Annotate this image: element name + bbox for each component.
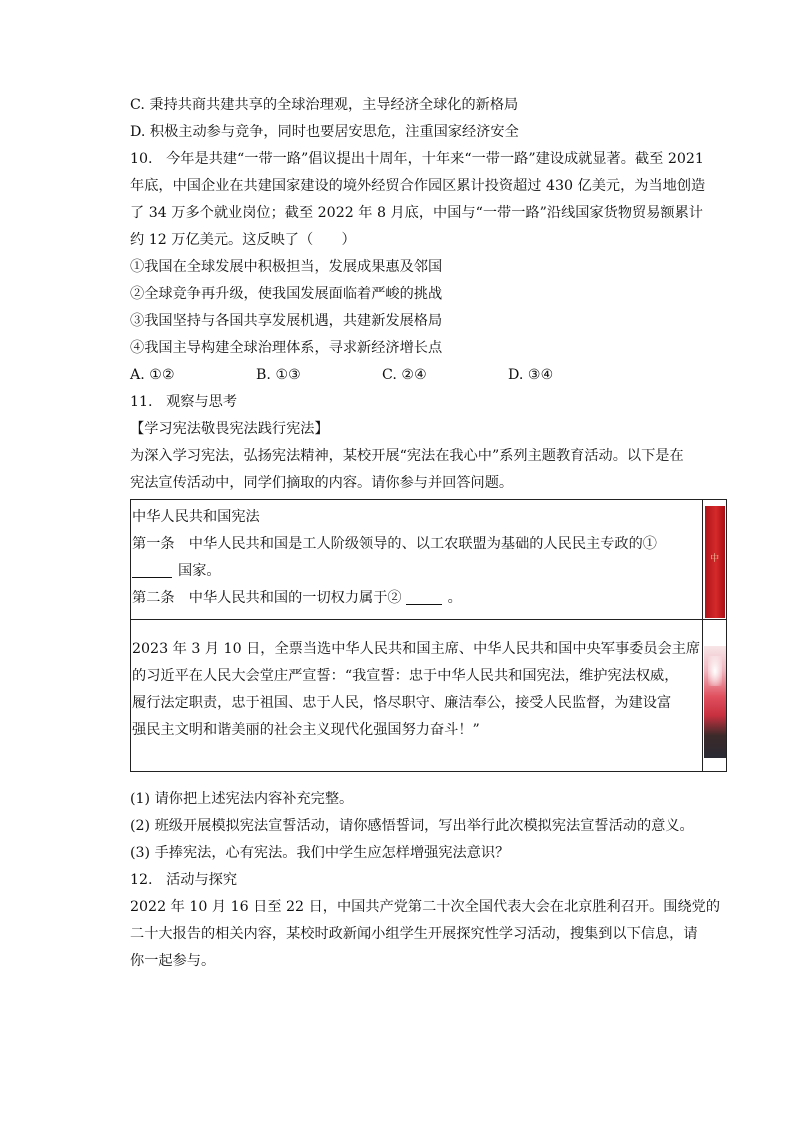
q12-number: 12. — [130, 872, 153, 888]
constitution-book-image-cell — [703, 500, 727, 620]
constitution-text-cell — [131, 500, 703, 620]
oath-ceremony-photo — [704, 646, 726, 758]
oath-line-3: 履行法定职责，忠于祖国、忠于人民，恪尽职守、廉洁奉公，接受人民监督，为建设富 — [132, 695, 672, 711]
q11-number: 11. — [130, 394, 153, 410]
article-1-end: 国家。 — [178, 563, 221, 579]
q11-title: 观察与思考 — [166, 394, 238, 410]
article-2-text: 第二条 中华人民共和国的一切权力属于② — [132, 590, 402, 606]
q10-option-d: D. ③④ — [508, 367, 554, 383]
option-c: C. 秉持共商共建共享的全球治理观，主导经济全球化的新格局 — [130, 97, 519, 113]
q10-stem-line-4: 约 12 万亿美元。这反映了（ ） — [130, 232, 356, 248]
q10-stem-line-3: 了 34 万多个就业岗位；截至 2022 年 8 月底，中国与“一带一路”沿线国家货物贸易额累计 — [130, 205, 703, 221]
oath-photo-cell — [703, 620, 727, 772]
oath-line-2: 的习近平在人民大会堂庄严宣誓：“我宣誓：忠于中华人民共和国宪法，维护宪法权威， — [132, 668, 679, 684]
q10-option-c: C. ②④ — [382, 367, 427, 383]
oath-line-4: 强民主文明和谐美丽的社会主义现代化强国努力奋斗！” — [132, 722, 480, 738]
q12-line-2: 二十大报告的相关内容，某校时政新闻小组学生开展探究性学习活动，搜集到以下信息，请 — [130, 926, 698, 942]
page-content — [130, 92, 721, 975]
article-1-line-2 — [132, 558, 700, 585]
oath-line-1: 2023 年 3 月 10 日，全票当选中华人民共和国主席、中华人民共和国中央军事委员会主席 — [132, 641, 701, 657]
question-11 — [130, 389, 720, 867]
oath-text-cell — [131, 620, 703, 772]
q10-item-4: ④我国主导构建全球治理体系，寻求新经济增长点 — [130, 340, 443, 356]
constitution-material-table — [130, 499, 727, 772]
blank-2 — [406, 590, 442, 605]
book-cover-mark: 中 — [710, 554, 720, 564]
q11-title-line — [130, 389, 696, 416]
q11-subquestion-3: (3) 手捧宪法，心有宪法。我们中学生应怎样增强宪法意识？ — [130, 845, 510, 861]
q10-options — [130, 362, 696, 389]
q11-subquestion-1: (1) 请你把上述宪法内容补充完整。 — [130, 791, 354, 807]
q12-title: 活动与探究 — [166, 872, 238, 888]
q10-option-b: B. ①③ — [256, 367, 301, 383]
constitution-title: 中华人民共和国宪法 — [132, 509, 260, 525]
q11-heading: 【学习宪法敬畏宪法践行宪法】 — [130, 421, 329, 437]
q10-stem-text: 今年是共建“一带一路”倡议提出十周年，十年来“一带一路”建设成就显著。截至 2021 — [166, 151, 704, 167]
q11-subquestion-2: (2) 班级开展模拟宪法宣誓活动，请你感悟誓词，写出举行此次模拟宪法宣誓活动的意义。 — [130, 818, 694, 834]
q10-item-3: ③我国坚持与各国共享发展机遇，共建新发展格局 — [130, 313, 443, 329]
q10-number: 10. — [130, 151, 153, 167]
article-2 — [132, 585, 700, 612]
option-d: D. 积极主动参与竞争，同时也要居安思危，注重国家经济安全 — [130, 124, 519, 140]
q10-item-2: ②全球竞争再升级，使我国发展面临着严峻的挑战 — [130, 286, 443, 302]
article-2-end: 。 — [447, 590, 462, 606]
constitution-book-image — [705, 506, 725, 618]
article-1-line-1: 第一条 中华人民共和国是工人阶级领导的、以工农联盟为基础的人民民主专政的① — [132, 536, 657, 552]
q10-stem-line-2: 年底，中国企业在共建国家建设的境外经贸合作园区累计投资超过 430 亿美元，为当地创造 — [130, 178, 706, 194]
q10-stem-line-1 — [130, 146, 704, 173]
q11-intro-line-1: 为深入学习宪法，弘扬宪法精神，某校开展“宪法在我心中”系列主题教育活动。以下是在 — [130, 448, 684, 464]
q12-line-3: 你一起参与。 — [130, 953, 216, 969]
q10-option-a: A. ①② — [130, 367, 175, 383]
q12-title-line — [130, 867, 696, 894]
blank-1 — [132, 563, 172, 578]
q11-intro-line-2: 宪法宣传活动中，同学们摘取的内容。请你参与并回答问题。 — [130, 475, 514, 491]
question-12 — [130, 867, 721, 975]
q12-line-1: 2022 年 10 月 16 日至 22 日，中国共产党第二十次全国代表大会在北京胜利召开。围绕党的 — [130, 899, 721, 915]
q10-item-1: ①我国在全球发展中积极担当，发展成果惠及邻国 — [130, 259, 443, 275]
question-10 — [130, 146, 706, 389]
